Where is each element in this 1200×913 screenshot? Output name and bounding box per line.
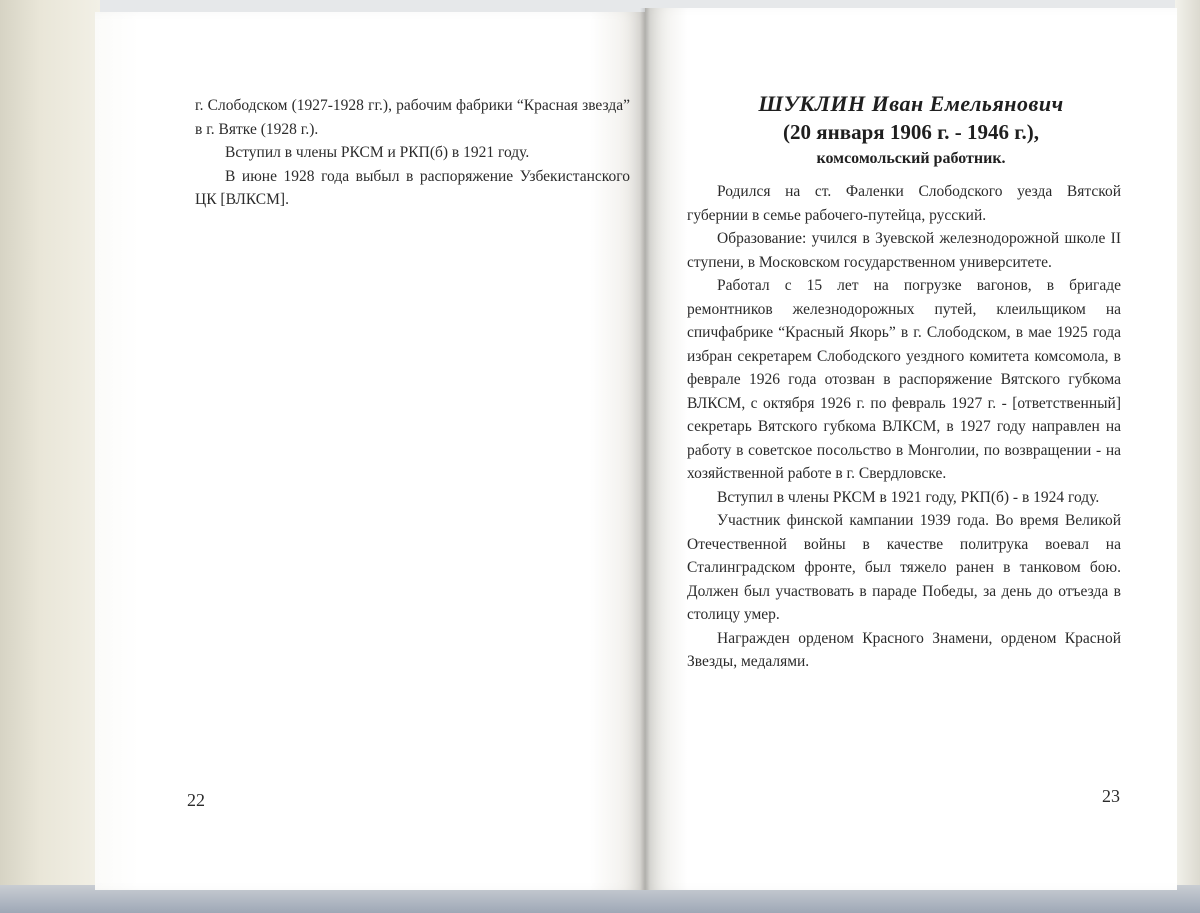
right-paragraph-1: Родился на ст. Фаленки Слободского уезда Вятской губернии в семье рабочего-путейца, русский. bbox=[687, 183, 1121, 224]
left-page-number: 22 bbox=[187, 790, 205, 810]
right-paragraph-5: Участник финской кампании 1939 года. Во время Великой Отечественной войны в качестве политрука воевал на Сталинградском фронте, был тяжело ранен в танковом бою. Должен был участвовать в параде Победы, за день до отъезда в столицу умер. bbox=[687, 512, 1121, 623]
left-paragraph-2: Вступил в члены РКСМ и РКП(б) в 1921 году. bbox=[225, 144, 530, 161]
entry-heading bbox=[645, 90, 1177, 172]
right-paragraph-2: Образование: учился в Зуевской железнодорожной школе II ступени, в Московском государственном университете. bbox=[687, 230, 1121, 271]
right-paragraph-3: Работал с 15 лет на погрузке вагонов, в бригаде ремонтников железнодорожных путей, клеильщиком на спичфабрике “Красный Якорь” в г. Слободском, в мае 1925 года избран секретарем Слободского уездного комитета комсомола, в феврале 1926 года отозван в распоряжение Вятского губкома ВЛКСМ, с октября 1926 г. по февраль 1927 г. - [ответственный] секретарь Вятского губкома ВЛКСМ, в 1927 году направлен на работу в советское посольство в Монголии, по возвращении - на хозяйственной работе в г. Свердловске. bbox=[687, 277, 1121, 482]
left-page-body bbox=[195, 94, 630, 212]
book-cover-left-edge bbox=[0, 0, 100, 913]
right-page-body bbox=[687, 180, 1121, 674]
right-paragraph-6: Награжден орденом Красного Знамени, орденом Красной Звезды, медалями. bbox=[687, 629, 1121, 670]
entry-role: комсомольский работник. bbox=[816, 150, 1006, 167]
right-page bbox=[645, 8, 1177, 890]
book-spine-shadow bbox=[640, 8, 650, 890]
right-paragraph-4: Вступил в члены РКСМ в 1921 году, РКП(б) - в 1924 году. bbox=[717, 488, 1100, 506]
left-paragraph-1: г. Слободском (1927-1928 гг.), рабочим фабрики “Красная звезда” в г. Вятке (1928 г.). bbox=[195, 97, 630, 138]
left-paragraph-3: В июне 1928 года выбыл в распоряжение Узбекистанского ЦК [ВЛКСМ]. bbox=[195, 167, 630, 208]
entry-person-name: ШУКЛИН Иван Емельянович bbox=[758, 91, 1064, 116]
entry-life-dates: (20 января 1906 г. - 1946 г.), bbox=[783, 120, 1039, 144]
left-page bbox=[95, 12, 645, 890]
right-page-number: 23 bbox=[1102, 786, 1120, 806]
book-cover-right-edge bbox=[1175, 0, 1200, 900]
